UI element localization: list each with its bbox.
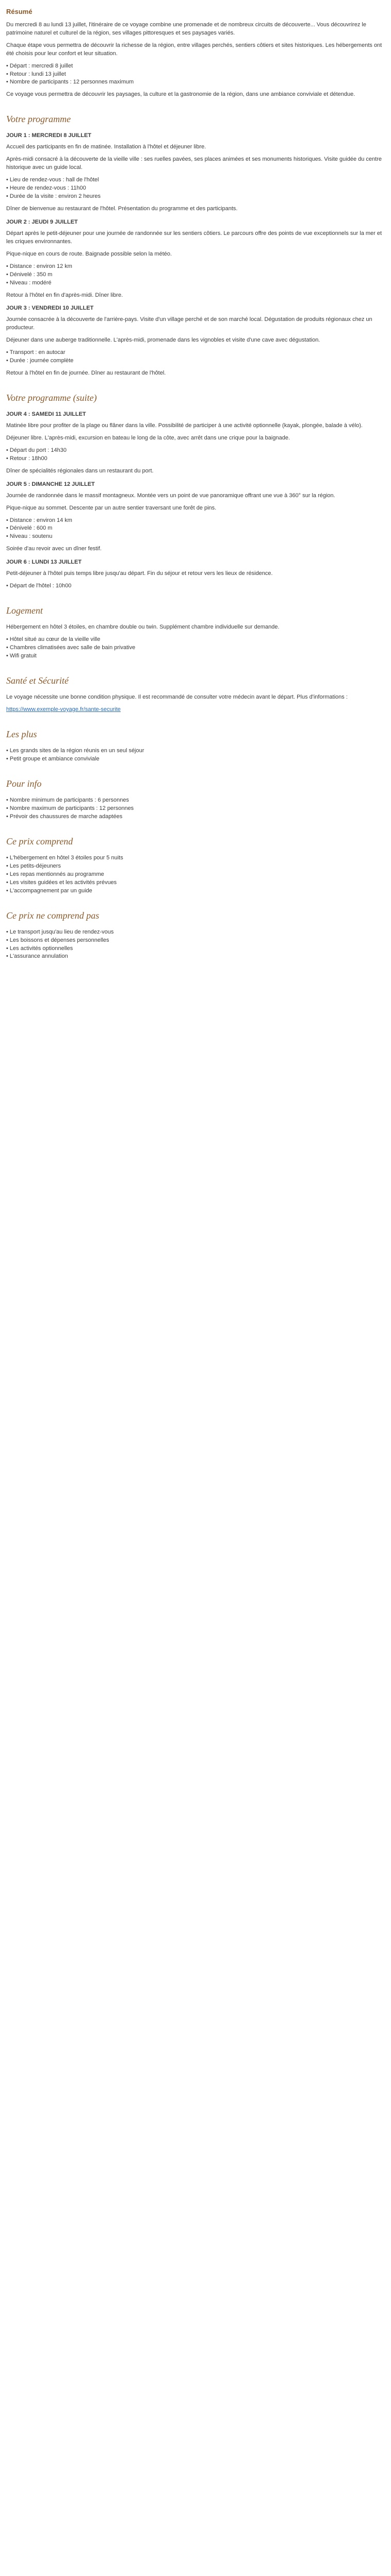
info-paragraph: • Hôtel situé au cœur de la vieille ville • Chambres climatisées avec salle de bain privative • Wifi gratuit (6, 636, 136, 659)
info-link-paragraph (6, 706, 385, 714)
day-heading: JOUR 1 : MERCREDI 8 JUILLET (6, 132, 92, 139)
info-section-title: Santé et Sécurité (6, 675, 69, 686)
info-paragraph: • L'hébergement en hôtel 3 étoiles pour 5 nuits • Les petits-déjeuners • Les repas mentionnés au programme • Les visites guidées et les activités prévues • L'accompagnement par un guide (6, 854, 123, 894)
day-paragraph: Retour à l'hôtel en fin d'après-midi. Dîner libre. (6, 292, 123, 298)
day-paragraph: Déjeuner libre. L'après-midi, excursion en bateau le long de la côte, avec arrêt dans une crique pour la baignade. (6, 434, 290, 441)
day-heading: JOUR 6 : LUNDI 13 JUILLET (6, 559, 82, 566)
page (0, 0, 391, 986)
day-paragraph: Après-midi consacré à la découverte de la vieille ville : ses ruelles pavées, ses places animées et ses monuments historiques. Visite guidée du centre historique avec un guide local. (6, 156, 382, 171)
info-paragraph: Le voyage nécessite une bonne condition physique. Il est recommandé de consulter votre médecin avant le départ. Plus d'informations : (6, 694, 348, 701)
intro-paragraph: Chaque étape vous permettra de découvrir la richesse de la région, entre villages perchés, sentiers côtiers et sites historiques. Les hébergements ont été choisis pour leur confort et leur situation. (6, 42, 382, 57)
day-paragraph: Pique-nique en cours de route. Baignade possible selon la météo. (6, 250, 172, 257)
day-paragraph: • Distance : environ 14 km • Dénivelé : 600 m • Niveau : soutenu (6, 517, 72, 540)
info-paragraph: • Nombre minimum de participants : 6 personnes • Nombre maximum de participants : 12 personnes • Prévoir des chaussures de marche adaptées (6, 796, 134, 820)
info-paragraph: • Le transport jusqu'au lieu de rendez-vous • Les boissons et dépenses personnelles • Les activités optionnelles • L'assurance annulation (6, 928, 114, 960)
intro-paragraph: • Départ : mercredi 8 juillet • Retour : lundi 13 juillet • Nombre de participants : 12 personnes maximum (6, 62, 134, 86)
info-section-title: Logement (6, 605, 43, 616)
day-paragraph: Pique-nique au sommet. Descente par un autre sentier traversant une forêt de pins. (6, 504, 217, 511)
info-section-title: Les plus (6, 728, 37, 739)
day-paragraph: • Distance : environ 12 km • Dénivelé : 350 m • Niveau : modéré (6, 263, 72, 286)
program-section (6, 112, 385, 590)
day-paragraph: • Départ de l'hôtel : 10h00 (6, 583, 72, 589)
day-paragraph: Dîner de spécialités régionales dans un restaurant du port. (6, 467, 154, 474)
intro-section (6, 21, 385, 99)
day-paragraph: • Lieu de rendez-vous : hall de l'hôtel • Heure de rendez-vous : 11h00 • Durée de la visite : environ 2 heures (6, 177, 101, 200)
external-link[interactable]: https://www.exemple-voyage.fr/sante-securite (6, 706, 121, 713)
intro-paragraph: Ce voyage vous permettra de découvrir les paysages, la culture et la gastronomie de la région, dans une ambiance conviviale et détendue. (6, 91, 355, 98)
day-paragraph: Dîner de bienvenue au restaurant de l'hôtel. Présentation du programme et des participants. (6, 206, 238, 212)
day-heading: JOUR 3 : VENDREDI 10 JUILLET (6, 305, 94, 312)
day-paragraph: Accueil des participants en fin de matinée. Installation à l'hôtel et déjeuner libre. (6, 144, 206, 150)
day-paragraph: Départ après le petit-déjeuner pour une journée de randonnée sur les sentiers côtiers. Le parcours offre des points de vue exceptionnels sur la mer et les criques environnantes. (6, 230, 382, 245)
day-paragraph: • Transport : en autocar • Durée : journée complète (6, 349, 74, 364)
day-paragraph: • Départ du port : 14h30 • Retour : 18h00 (6, 447, 67, 462)
info-sections (6, 604, 385, 961)
program-section-title: Votre programme (6, 114, 71, 125)
info-paragraph: • Les grands sites de la région réunis en un seul séjour • Petit groupe et ambiance conviviale (6, 748, 144, 762)
intro-paragraph: Du mercredi 8 au lundi 13 juillet, l'itinéraire de ce voyage combine une promenade et de nombreux circuits de découverte... Vous découvrirez le patrimoine naturel et culturel de la région, ses villages pittoresques et ses paysages variés. (6, 21, 366, 36)
day-paragraph: Retour à l'hôtel en fin de journée. Dîner au restaurant de l'hôtel. (6, 370, 166, 377)
day-paragraph: Matinée libre pour profiter de la plage ou flâner dans la ville. Possibilité de participer à une activité optionnelle (kayak, plongée, balade à vélo). (6, 422, 363, 429)
day-heading: JOUR 5 : DIMANCHE 12 JUILLET (6, 481, 95, 487)
info-section-title: Ce prix ne comprend pas (6, 910, 100, 921)
day-heading: JOUR 2 : JEUDI 9 JUILLET (6, 218, 78, 225)
info-paragraph: Hébergement en hôtel 3 étoiles, en chambre double ou twin. Supplément chambre individuelle sur demande. (6, 624, 280, 631)
info-section-title: Pour info (6, 778, 42, 789)
day-heading: JOUR 4 : SAMEDI 11 JUILLET (6, 411, 86, 418)
day-paragraph: Déjeuner dans une auberge traditionnelle. L'après-midi, promenade dans les vignobles et visite d'une cave avec dégustation. (6, 337, 320, 344)
program-section-title: Votre programme (suite) (6, 393, 97, 403)
day-paragraph: Soirée d'au revoir avec un dîner festif. (6, 546, 102, 552)
day-paragraph: Petit-déjeuner à l'hôtel puis temps libre jusqu'au départ. Fin du séjour et retour vers les lieux de résidence. (6, 570, 273, 577)
info-section-title: Ce prix comprend (6, 836, 73, 846)
day-paragraph: Journée de randonnée dans le massif montagneux. Montée vers un point de vue panoramique offrant une vue à 360° sur la région. (6, 492, 335, 499)
day-paragraph: Journée consacrée à la découverte de l'arrière-pays. Visite d'un village perché et de son marché local. Dégustation de produits régionaux chez un producteur. (6, 316, 372, 331)
page-title: Résumé (6, 8, 32, 15)
